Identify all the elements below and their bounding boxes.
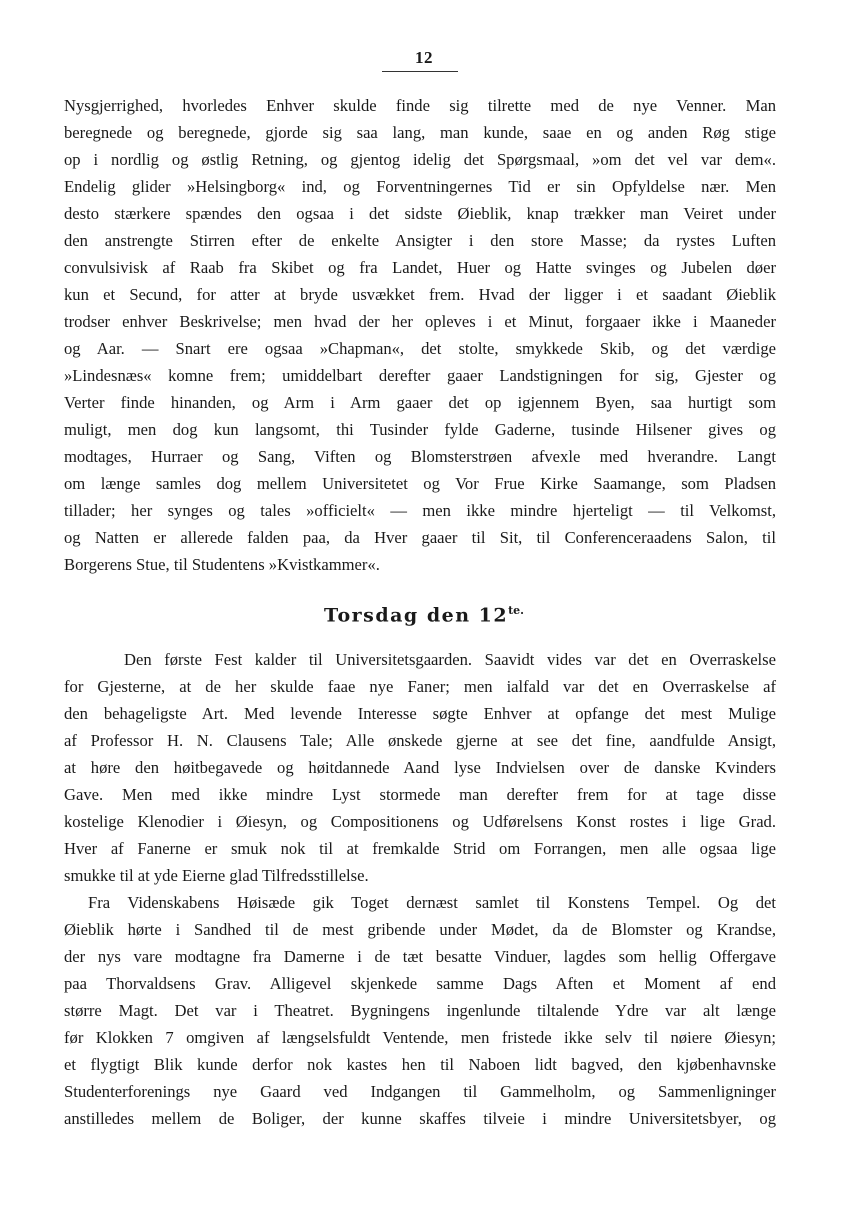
text-line: et flygtigt Blik kunde derfor nok kastes hen til Naboen lidt bagved, den kjøbenhavnske	[64, 1055, 776, 1074]
text-line: convulsivisk af Raab fra Skibet og fra Landet, Huer og Hatte svinges og Jubelen døer	[64, 258, 776, 277]
text-line: Den første Fest kalder til Universitetsgaarden. Saavidt vides var det en Overraskelse	[124, 650, 776, 669]
text-line: Nysgjerrighed, hvorledes Enhver skulde finde sig tilrette med de nye Venner. Man	[64, 96, 776, 115]
text-line: Studenterforenings nye Gaard ved Indgangen til Gammelholm, og Sammenligninger	[64, 1082, 776, 1101]
text-line: af Professor H. N. Clausens Tale; Alle ønskede gjerne at see det fine, aandfulde Ansigt,	[64, 731, 776, 750]
text-line: der nys vare modtagne fra Damerne i de tæt besatte Vinduer, lagdes som hellig Offergave	[64, 947, 776, 966]
text-line: op i nordlig og østlig Retning, og gjentog idelig det Spørgsmaal, »om det vel var dem«.	[64, 150, 776, 169]
text-line: og Natten er allerede falden paa, da Hver gaaer til Sit, til Conferenceraadens Salon, til	[64, 528, 776, 547]
text-line: før Klokken 7 omgiven af længselsfuldt Ventende, men fristede ikke selv til nøiere Øiesyn;	[64, 1028, 776, 1047]
text-line: Hver af Fanerne er smuk nok til at fremkalde Strid om Forrangen, men alle ogsaa lige	[64, 839, 776, 858]
text-line: kun et Secund, for atter at bryde usvækket frem. Hvad der ligger i et saadant Øieblik	[64, 285, 776, 304]
page-number-rule	[382, 71, 458, 72]
text-line: den behageligste Art. Med levende Interesse søgte Enhver at opfange det mest Mulige	[64, 704, 776, 723]
section-heading	[0, 604, 848, 626]
text-line: større Magt. Det var i Theatret. Bygningens ingenlunde tiltalende Ydre var alt længe	[64, 1001, 776, 1020]
heading-text: Torsdag den 12	[324, 604, 509, 627]
text-line: smukke til at yde Eierne glad Tilfredsstillelse.	[64, 866, 369, 885]
text-line: beregnede og beregnede, gjorde sig saa lang, man kunde, saae en og anden Røg stige	[64, 123, 776, 142]
text-line: for Gjesterne, at de her skulde faae nye Faner; men ialfald var det en Overraskelse af	[64, 677, 776, 696]
text-line: muligt, men dog kun langsomt, thi Tusinder fylde Gaderne, tusinde Hilsener gives og	[64, 420, 776, 439]
text-line: Fra Videnskabens Høisæde gik Toget dernæst samlet til Konstens Tempel. Og det	[88, 893, 776, 912]
text-line: den anstrengte Stirren efter de enkelte Ansigter i den store Masse; da rystes Luften	[64, 231, 776, 250]
text-line: »Lindesnæs« komne frem; umiddelbart derefter gaaer Landstigningen for sig, Gjester og	[64, 366, 776, 385]
text-line: Verter finde hinanden, og Arm i Arm gaaer det op igjennem Byen, saa hurtigt som	[64, 393, 776, 412]
text-line: desto stærkere spændes den ogsaa i det sidste Øieblik, knap trækker man Veiret under	[64, 204, 776, 223]
text-line: Gave. Men med ikke mindre Lyst stormede man derefter frem for at tage disse	[64, 785, 776, 804]
heading-superscript: te.	[508, 604, 524, 617]
text-line: Borgerens Stue, til Studentens »Kvistkammer«.	[64, 555, 380, 574]
text-line: paa Thorvaldsens Grav. Alligevel skjenkede samme Dags Aften et Moment af end	[64, 974, 776, 993]
text-line: anstilledes mellem de Boliger, der kunne skaffes tilveie i mindre Universitetsbyer, og	[64, 1109, 776, 1128]
text-line: at høre den høitbegavede og høitdannede Aand lyse Indvielsen over de danske Kvinders	[64, 758, 776, 777]
page-number: 12	[415, 48, 433, 67]
text-line: om længe samles dog mellem Universitetet og Vor Frue Kirke Saamange, som Pladsen	[64, 474, 776, 493]
text-line: modtages, Hurraer og Sang, Viften og Blomsterstrøen afvexle med hverandre. Langt	[64, 447, 776, 466]
text-line: og Aar. — Snart ere ogsaa »Chapman«, det stolte, smykkede Skib, og det værdige	[64, 339, 776, 358]
text-line: kostelige Klenodier i Øiesyn, og Compositionens og Udførelsens Konst rostes i lige Grad.	[64, 812, 776, 831]
text-line: trodser enhver Beskrivelse; men hvad der her opleves i et Minut, forgaaer ikke i Maaneder	[64, 312, 776, 331]
text-line: tillader; her synges og tales »officielt« — men ikke mindre hjerteligt — til Velkomst,	[64, 501, 776, 520]
text-line: Øieblik hørte i Sandhed til de mest gribende under Mødet, da de Blomster og Krandse,	[64, 920, 776, 939]
text-line: Endelig glider »Helsingborg« ind, og Forventningernes Tid er sin Opfyldelse nær. Men	[64, 177, 776, 196]
